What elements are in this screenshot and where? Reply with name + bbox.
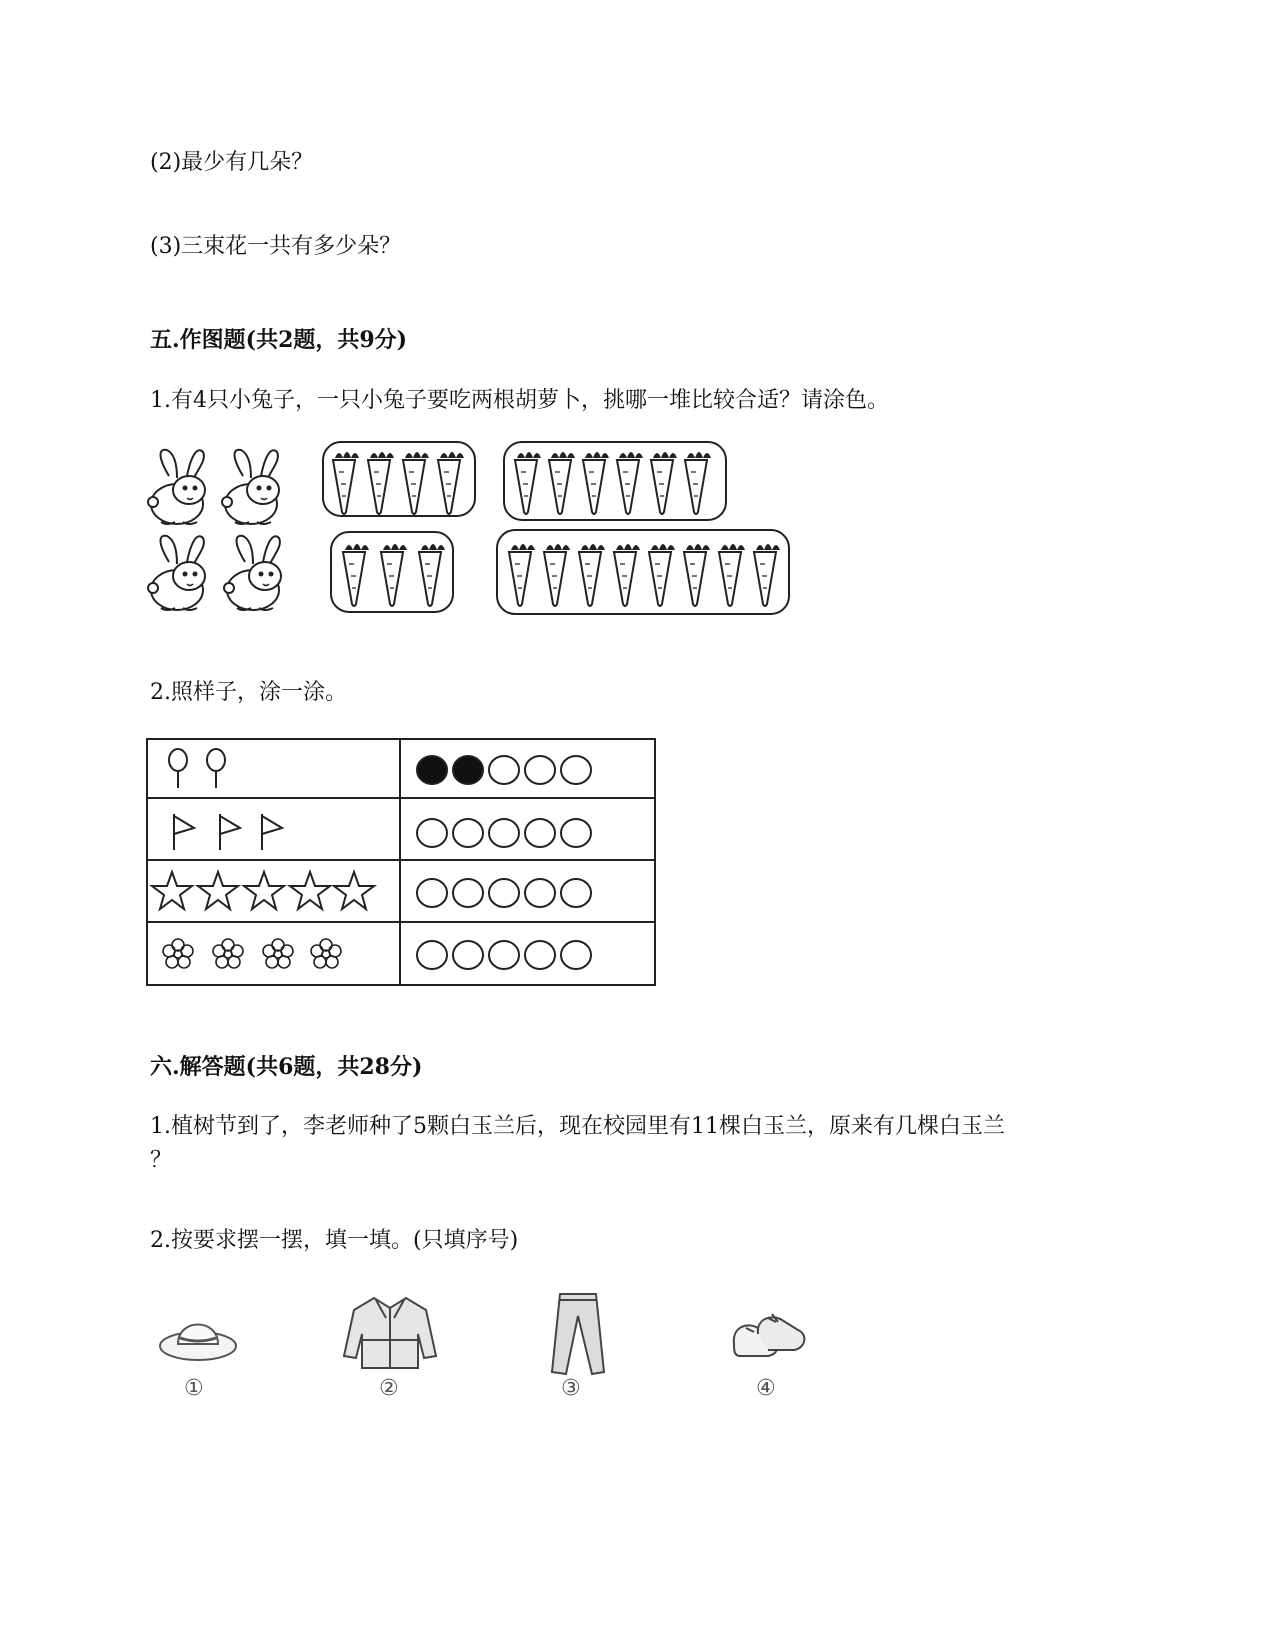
shoes-icon [728, 1304, 810, 1362]
section5-heading: 五.作图题(共2题，共9分) [150, 327, 408, 353]
rabbit-icon [224, 536, 281, 610]
empty-circle[interactable] [561, 756, 591, 784]
star-icon [152, 872, 192, 909]
item-label-3: ③ [561, 1376, 581, 1401]
empty-circle[interactable] [561, 819, 591, 847]
coloring-table-svg [146, 738, 658, 988]
flag-icon [174, 814, 194, 850]
empty-circle[interactable] [417, 819, 447, 847]
empty-circle[interactable] [489, 819, 519, 847]
empty-circle[interactable] [453, 941, 483, 969]
rabbit-icon [222, 450, 279, 524]
carrot-group-3[interactable] [331, 532, 453, 612]
rabbits-carrots-figure [145, 440, 805, 620]
empty-circle[interactable] [525, 879, 555, 907]
empty-circle[interactable] [561, 941, 591, 969]
flag-icon [262, 814, 282, 850]
filled-circle[interactable] [417, 756, 447, 784]
flower-icon [311, 939, 341, 968]
rabbits-carrots-svg [145, 440, 805, 620]
empty-circle[interactable] [453, 879, 483, 907]
clothing-items [150, 1290, 850, 1410]
item-label-4: ④ [756, 1376, 776, 1401]
empty-circle[interactable] [561, 879, 591, 907]
section5-q2: 2.照样子，涂一涂。 [150, 680, 347, 705]
balloon-icon [169, 749, 187, 788]
item-label-1: ① [184, 1376, 204, 1401]
filled-circle[interactable] [453, 756, 483, 784]
balloon-icon [207, 749, 225, 788]
empty-circle[interactable] [453, 819, 483, 847]
star-icon [290, 872, 330, 909]
carrot-group-8[interactable] [497, 530, 789, 614]
empty-circle[interactable] [489, 941, 519, 969]
section5-q1: 1.有4只小兔子，一只小兔子要吃两根胡萝卜，挑哪一堆比较合适？请涂色。 [150, 388, 889, 413]
empty-circle[interactable] [417, 941, 447, 969]
flower-icon [263, 939, 293, 968]
empty-circle[interactable] [525, 819, 555, 847]
empty-circle[interactable] [525, 756, 555, 784]
carrot-group-6[interactable] [504, 442, 726, 520]
q4-sub3: (3)三束花一共有多少朵？ [150, 234, 402, 259]
section6-q1-line2: ？ [150, 1148, 173, 1173]
empty-circle[interactable] [489, 756, 519, 784]
section6-q1-line1: 1.植树节到了，李老师种了5颗白玉兰后，现在校园里有11棵白玉兰，原来有几棵白玉兰 [150, 1114, 1005, 1139]
empty-circle[interactable] [489, 879, 519, 907]
flower-icon [163, 939, 193, 968]
star-icon [334, 872, 374, 909]
star-icon [198, 872, 238, 909]
section6-q2: 2.按要求摆一摆，填一填。(只填序号) [150, 1228, 519, 1253]
section6-heading: 六.解答题(共6题，共28分) [150, 1054, 423, 1080]
carrot-group-4[interactable] [323, 442, 475, 516]
pants-icon [546, 1292, 608, 1376]
flower-icon [213, 939, 243, 968]
item-label-2: ② [379, 1376, 399, 1401]
hat-icon [158, 1308, 242, 1364]
q4-sub2: (2)最少有几朵？ [150, 150, 314, 175]
coloring-table [146, 738, 658, 988]
flag-icon [220, 814, 240, 850]
rabbit-icon [148, 536, 205, 610]
star-icon [244, 872, 284, 909]
empty-circle[interactable] [417, 879, 447, 907]
jacket-icon [342, 1294, 438, 1372]
empty-circle[interactable] [525, 941, 555, 969]
rabbit-icon [148, 450, 205, 524]
